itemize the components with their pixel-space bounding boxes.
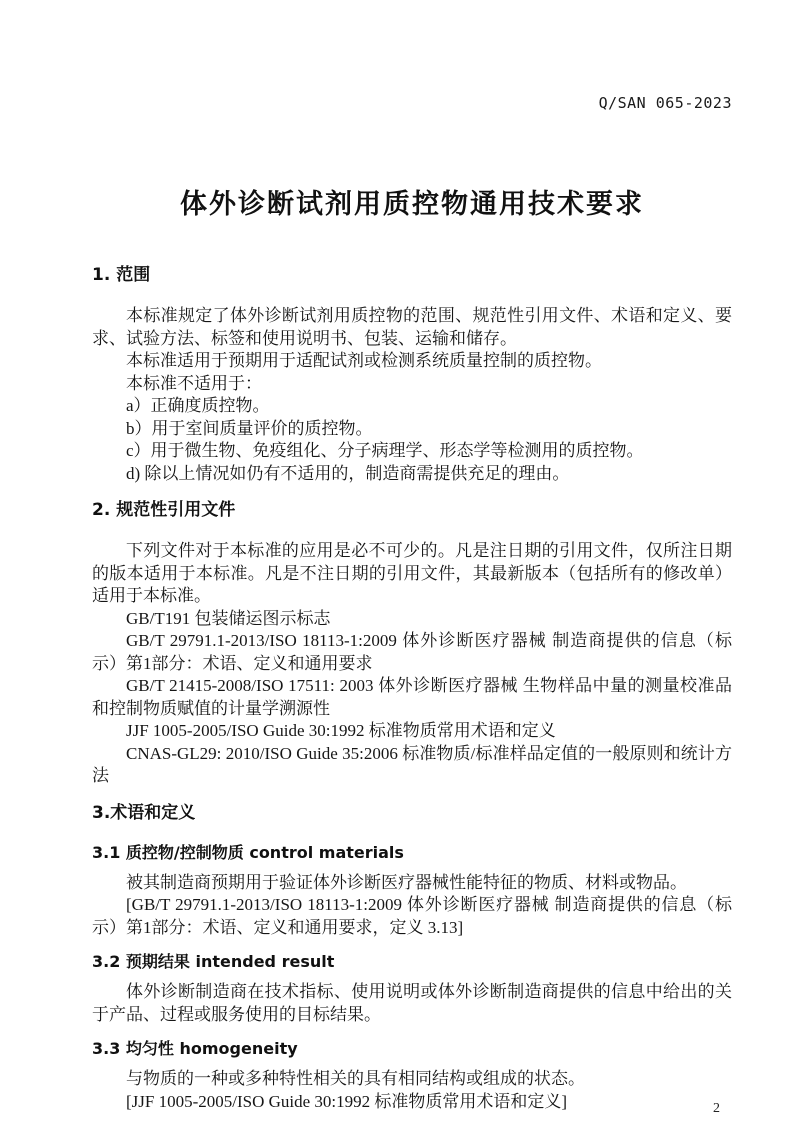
- term-3-1-source: [GB/T 29791.1-2013/ISO 18113-1:2009 体外诊断医疗器械 制造商提供的信息（标示）第1部分：术语、定义和通用要求，定义 3.13]: [92, 895, 732, 937]
- standard-number: Q/SAN 065-2023: [598, 94, 732, 112]
- reference-item: JJF 1005-2005/ISO Guide 30:1992 标准物质常用术语和定义: [126, 721, 556, 740]
- reference-item: GB/T191 包装储运图示标志: [126, 608, 331, 628]
- section-1-paragraph-3: 本标准不适用于：: [126, 373, 262, 393]
- section-3-terms-definitions: [92, 803, 732, 1114]
- list-item-b: b）用于室间质量评价的质控物。: [126, 418, 373, 438]
- list-item-a: a）正确度质控物。: [126, 396, 270, 415]
- reference-item: GB/T 29791.1-2013/ISO 18113-1:2009 体外诊断医疗器械 制造商提供的信息（标示）第1部分：术语、定义和通用要求: [92, 631, 732, 673]
- term-3-2-definition: 体外诊断制造商在技术指标、使用说明或体外诊断制造商提供的信息中给出的关于产品、过程或服务使用的目标结果。: [92, 982, 732, 1024]
- list-item-c: c）用于微生物、免疫组化、分子病理学、形态学等检测用的质控物。: [126, 441, 644, 460]
- term-3-1-definition: 被其制造商预期用于验证体外诊断医疗器械性能特征的物质、材料或物品。: [126, 872, 687, 892]
- page-number: 2: [713, 1101, 720, 1116]
- section-1-scope: [92, 265, 732, 485]
- term-3-3-heading: 3.3 均匀性 homogeneity: [92, 1039, 298, 1058]
- list-item-d: d) 除以上情况如仍有不适用的，制造商需提供充足的理由。: [126, 463, 570, 483]
- reference-item: CNAS-GL29: 2010/ISO Guide 35:2006 标准物质/标准样品定值的一般原则和统计方法: [92, 743, 732, 785]
- section-1-paragraph-2: 本标准适用于预期用于适配试剂或检测系统质量控制的质控物。: [126, 351, 602, 370]
- reference-item: GB/T 21415-2008/ISO 17511: 2003 体外诊断医疗器械 生物样品中量的测量校准品和控制物质赋值的计量学溯源性: [92, 676, 732, 718]
- term-3-3-source: [JJF 1005-2005/ISO Guide 30:1992 标准物质常用术语和定义]: [126, 1091, 568, 1111]
- section-3-heading: 3.术语和定义: [92, 802, 196, 823]
- section-2-paragraph-1: 下列文件对于本标准的应用是必不可少的。凡是注日期的引用文件，仅所注日期的版本适用于本标准。凡是不注日期的引用文件，其最新版本（包括所有的修改单）适用于本标准。: [92, 541, 732, 605]
- section-1-heading: 1. 范围: [92, 265, 151, 285]
- term-3-2-heading: 3.2 预期结果 intended result: [92, 952, 335, 971]
- document-title: 体外诊断试剂用质控物通用技术要求: [180, 189, 644, 219]
- term-3-3-definition: 与物质的一种或多种特性相关的具有相同结构或组成的状态。: [126, 1069, 585, 1088]
- section-2-heading: 2. 规范性引用文件: [92, 500, 236, 520]
- term-3-1-heading: 3.1 质控物/控制物质 control materials: [92, 842, 404, 862]
- section-2-normative-references: [92, 500, 732, 788]
- section-1-paragraph-1: 本标准规定了体外诊断试剂用质控物的范围、规范性引用文件、术语和定义、要求、试验方法、标签和使用说明书、包装、运输和储存。: [92, 306, 732, 348]
